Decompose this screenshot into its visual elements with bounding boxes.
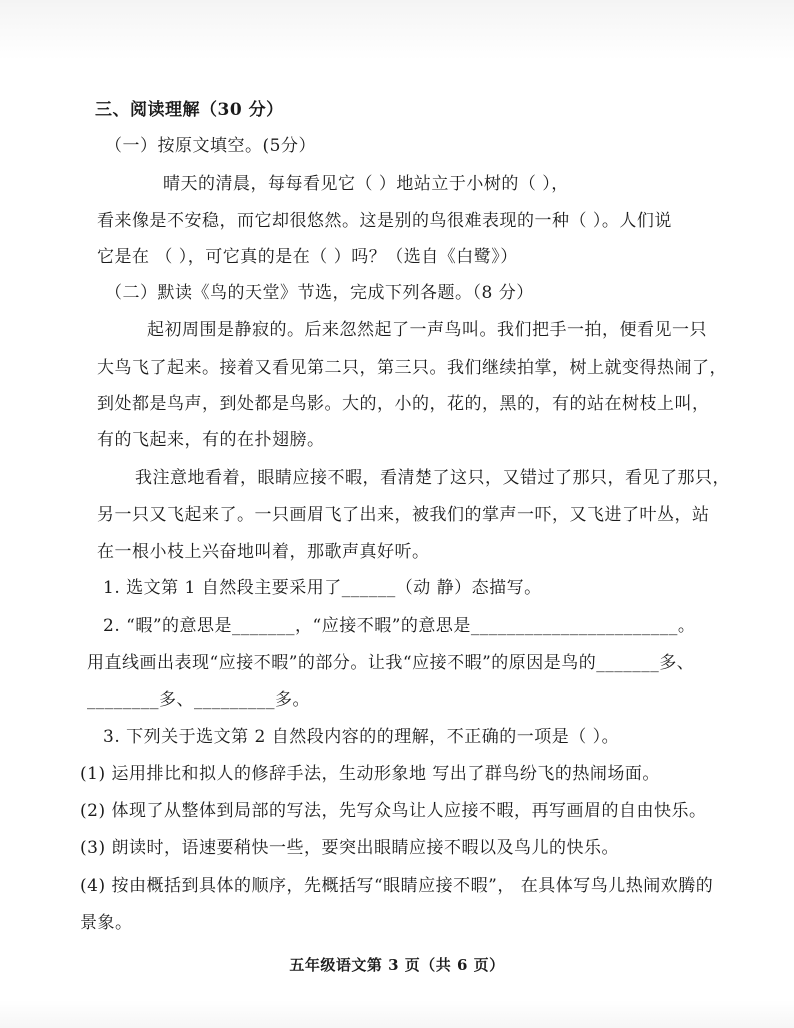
fill-blank-line-2: 看来像是不安稳，而它却很悠然。这是别的鸟很难表现的一种（ ）。人们说 [97, 211, 672, 231]
question-3-option: (2) 体现了从整体到局部的写法，先写众鸟让人应接不暇，再写画眉的自由快乐。 [80, 801, 707, 821]
question-3-stem: 3. 下列关于选文第 2 自然段内容的的理解，不正确的一项是（ ）。 [103, 727, 620, 747]
question-3-option: (1) 运用排比和拟人的修辞手法，生动形象地 写出了群鸟纷飞的热闹场面。 [80, 764, 660, 784]
part2-heading: （二）默读《鸟的天堂》节选，完成下列各题。（8 分） [105, 283, 534, 303]
passage-line: 起初周围是静寂的。后来忽然起了一声鸟叫。我们把手一拍，便看见一只 [147, 320, 707, 340]
section-title: 三、阅读理解（30 分） [95, 100, 284, 120]
passage-line: 有的飞起来，有的在扑翅膀。 [97, 430, 325, 450]
part1-heading: （一）按原文填空。(5分） [105, 136, 316, 156]
question-3-option: (3) 朗读时，语速要稍快一些，要突出眼睛应接不暇以及鸟儿的快乐。 [80, 838, 619, 858]
question-2-line-1: 2. “暇”的意思是_______，“应接不暇”的意思是_______________________。 [103, 616, 696, 636]
question-3-option: (4) 按由概括到具体的顺序，先概括写“眼睛应接不暇”， 在具体写鸟儿热闹欢腾的 [80, 876, 714, 896]
fill-blank-line-3: 它是在 （ ），可它真的是在（ ）吗？（选自《白鹭》） [97, 247, 518, 267]
question-3-option: 景象。 [80, 913, 133, 933]
question-2-line-3: ________多、_________多。 [87, 690, 310, 710]
passage-line: 到处都是鸟声，到处都是鸟影。大的，小的，花的，黑的，有的站在树枝上叫， [97, 394, 710, 414]
passage-line: 大鸟飞了起来。接着又看见第二只，第三只。我们继续拍掌，树上就变得热闹了， [97, 358, 727, 378]
question-2-line-2: 用直线画出表现“应接不暇”的部分。让我“应接不暇”的原因是鸟的_______多、 [87, 653, 695, 673]
passage-line: 我注意地看着，眼睛应接不暇，看清楚了这只，又错过了那只，看见了那只， [135, 468, 730, 488]
passage-line: 在一根小枝上兴奋地叫着，那歌声真好听。 [97, 542, 430, 562]
question-1: 1. 选文第 1 自然段主要采用了______（动 静）态描写。 [103, 578, 542, 598]
page-footer: 五年级语文第 3 页（共 6 页） [289, 956, 505, 974]
passage-line: 另一只又飞起来了。一只画眉飞了出来，被我们的掌声一吓，又飞进了叶丛，站 [97, 505, 710, 525]
fill-blank-line-1: 晴天的清晨，每每看见它（ ）地站立于小树的（ ）， [163, 174, 569, 194]
